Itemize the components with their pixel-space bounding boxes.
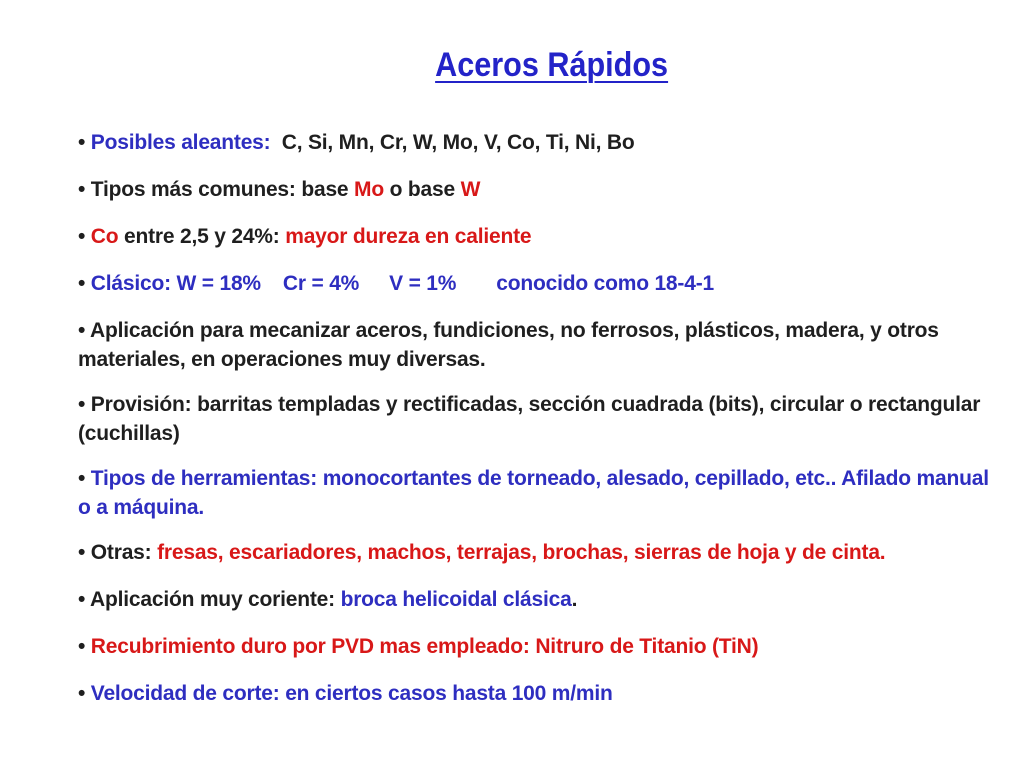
- common-application-value: broca helicoidal clásica: [340, 588, 572, 611]
- application-text: Aplicación para mecanizar aceros, fundiciones, no ferrosos, plásticos, madera, y otros materiales, en operaciones muy diversas.: [78, 319, 939, 371]
- slide-title: [51, 46, 973, 85]
- classic-v: V = 1%: [389, 272, 457, 295]
- supply-text: Provisión: barritas templadas y rectificadas, sección cuadrada (bits), circular o rectangular (cuchillas): [78, 393, 981, 445]
- classic-cr: Cr = 4%: [282, 272, 360, 295]
- bullet-marker: •: [78, 393, 86, 416]
- common-types-label: Tipos más comunes: base: [90, 178, 355, 201]
- bullet-application: [78, 316, 990, 374]
- cobalt-effect: mayor dureza en caliente: [285, 225, 532, 248]
- bullet-marker: •: [78, 588, 86, 611]
- cobalt-symbol: Co: [90, 225, 119, 248]
- bullet-common-application: [78, 585, 990, 614]
- bullet-common-types: [78, 175, 990, 204]
- bullet-marker: •: [78, 635, 86, 658]
- bullet-marker: •: [78, 225, 86, 248]
- bullet-tool-types: [78, 464, 990, 522]
- alloying-list: C, Si, Mn, Cr, W, Mo, V, Co, Ti, Ni, Bo: [281, 131, 635, 154]
- common-application-end: .: [571, 588, 578, 611]
- bullet-classic: [78, 269, 990, 298]
- common-types-w: W: [460, 178, 481, 201]
- tool-types-text: Tipos de herramientas: monocortantes de torneado, alesado, cepillado, etc.. Afilado manual o a máquina.: [78, 467, 989, 519]
- common-types-mo: Mo: [354, 178, 384, 201]
- slide-title-text: Aceros Rápidos: [435, 46, 669, 84]
- bullet-marker: •: [78, 272, 86, 295]
- others-list: fresas, escariadores, machos, terrajas, brochas, sierras de hoja y de cinta.: [157, 541, 886, 564]
- bullet-marker: •: [78, 178, 86, 201]
- bullet-marker: •: [78, 131, 86, 154]
- bullet-cutting-speed: [78, 679, 990, 708]
- common-application-label: Aplicación muy coriente:: [90, 588, 341, 611]
- bullet-marker: •: [78, 319, 86, 342]
- bullet-marker: •: [78, 541, 86, 564]
- alloying-label: Posibles aleantes:: [90, 131, 271, 154]
- cobalt-range: entre 2,5 y 24%:: [118, 225, 286, 248]
- cutting-speed-text: Velocidad de corte: en ciertos casos hasta 100 m/min: [90, 682, 613, 705]
- bullet-marker: •: [78, 467, 86, 490]
- others-label: Otras:: [90, 541, 158, 564]
- classic-known-as: conocido como 18-4-1: [496, 272, 714, 295]
- bullet-cobalt: [78, 222, 990, 251]
- coating-text: Recubrimiento duro por PVD mas empleado: Nitruro de Titanio (TiN): [90, 635, 759, 658]
- bullet-others: [78, 538, 990, 567]
- bullet-list: [78, 128, 990, 726]
- bullet-alloying-elements: [78, 128, 990, 157]
- bullet-supply: [78, 390, 990, 448]
- common-types-mid: o base: [383, 178, 461, 201]
- bullet-coating: [78, 632, 990, 661]
- classic-w: Clásico: W = 18%: [90, 272, 261, 295]
- bullet-marker: •: [78, 682, 86, 705]
